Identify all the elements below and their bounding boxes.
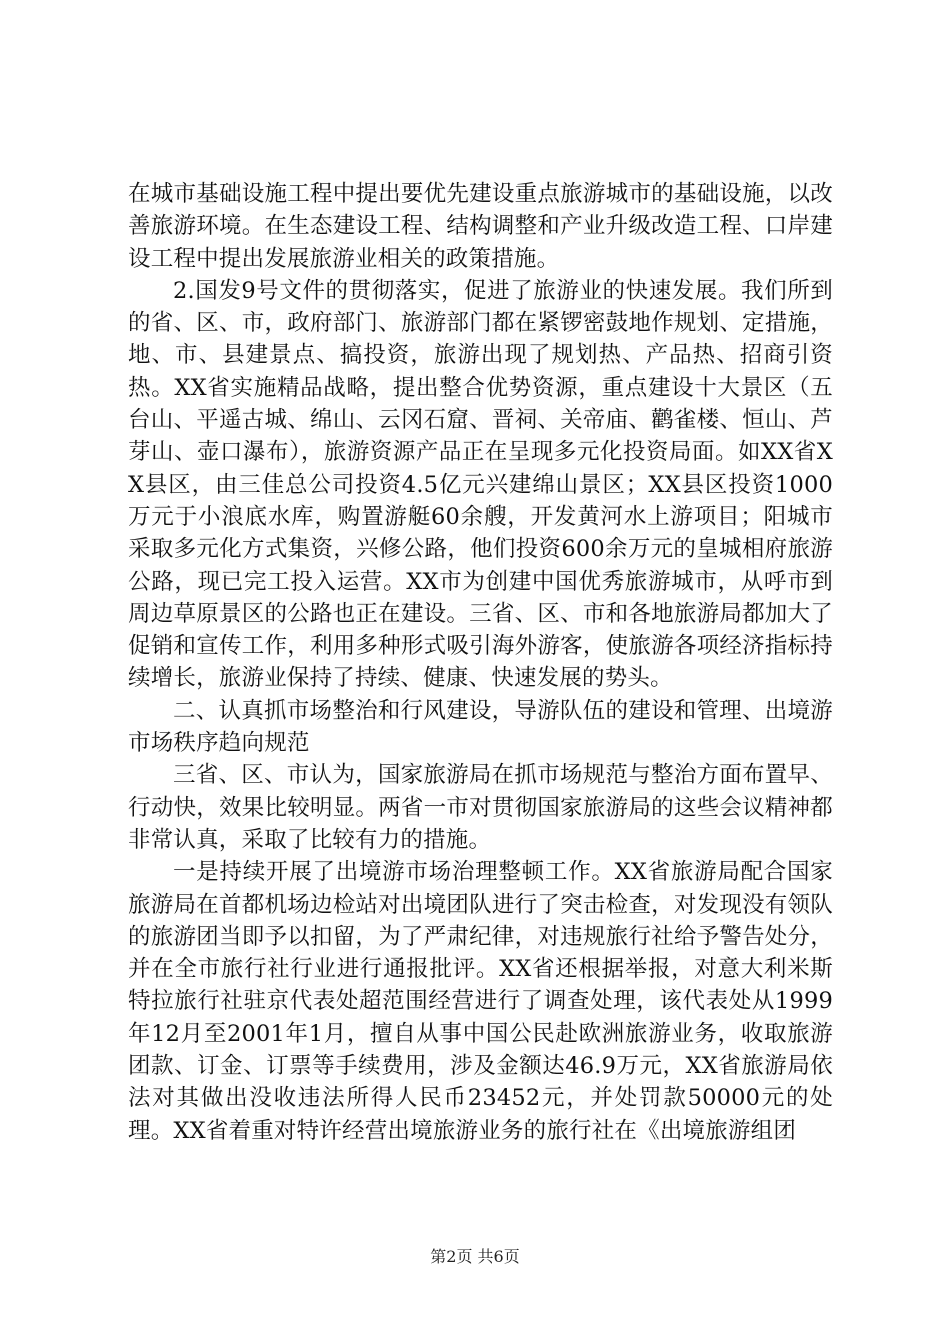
paragraph-3: 三省、区、市认为，国家旅游局在抓市场规范与整治方面布置早、行动快，效果比较明显。两省一市对贯彻国家旅游局的这些会议精神都非常认真，采取了比较有力的措施。 <box>128 762 833 853</box>
section-heading: 二、认真抓市场整治和行风建设，导游队伍的建设和管理、出境游市场秩序趋向规范 <box>128 697 833 757</box>
document-body <box>128 178 833 1147</box>
page-footer: 第2页 共6页 <box>430 1247 520 1266</box>
paragraph-4: 一是持续开展了出境游市场治理整顿工作。XX省旅游局配合国家旅游局在首都机场边检站对出境团队进行了突击检查，对发现没有领队的旅游团当即予以扣留，为了严肃纪律，对违规旅行社给予警告处分，并在全市旅行社行业进行通报批评。XX省还根据举报，对意大利米斯特拉旅行社驻京代表处超范围经营进行了调查处理，该代表处从1999年12月至2001年1月，擅自从事中国公民赴欧洲旅游业务，收取旅游团款、订金、订票等手续费用，涉及金额达46.9万元，XX省旅游局依法对其做出没收违法所得人民币23452元，并处罚款50000元的处理。XX省着重对特许经营出境旅游业务的旅行社在《出境旅游组团 <box>128 859 833 1144</box>
paragraph-1: 在城市基础设施工程中提出要优先建设重点旅游城市的基础设施，以改善旅游环境。在生态建设工程、结构调整和产业升级改造工程、口岸建设工程中提出发展旅游业相关的政策措施。 <box>128 181 833 272</box>
paragraph-2: 2.国发9号文件的贯彻落实，促进了旅游业的快速发展。我们所到的省、区、市，政府部门、旅游部门都在紧锣密鼓地作规划、定措施，地、市、县建景点、搞投资，旅游出现了规划热、产品热、招商引资热。XX省实施精品战略，提出整合优势资源，重点建设十大景区（五台山、平遥古城、绵山、云冈石窟、晋祠、关帝庙、鹳雀楼、恒山、芦芽山、壶口瀑布），旅游资源产品正在呈现多元化投资局面。如XX省XX县区，由三佳总公司投资4.5亿元兴建绵山景区；XX县区投资1000万元于小浪底水库，购置游艇60余艘，开发黄河水上游项目；阳城市采取多元化方式集资，兴修公路，他们投资600余万元的皇城相府旅游公路，现已完工投入运营。XX市为创建中国优秀旅游城市，从呼市到周边草原景区的公路也正在建设。三省、区、市和各地旅游局都加大了促销和宣传工作，利用多种形式吸引海外游客，使旅游各项经济指标持续增长，旅游业保持了持续、健康、快速发展的势头。 <box>128 277 833 692</box>
